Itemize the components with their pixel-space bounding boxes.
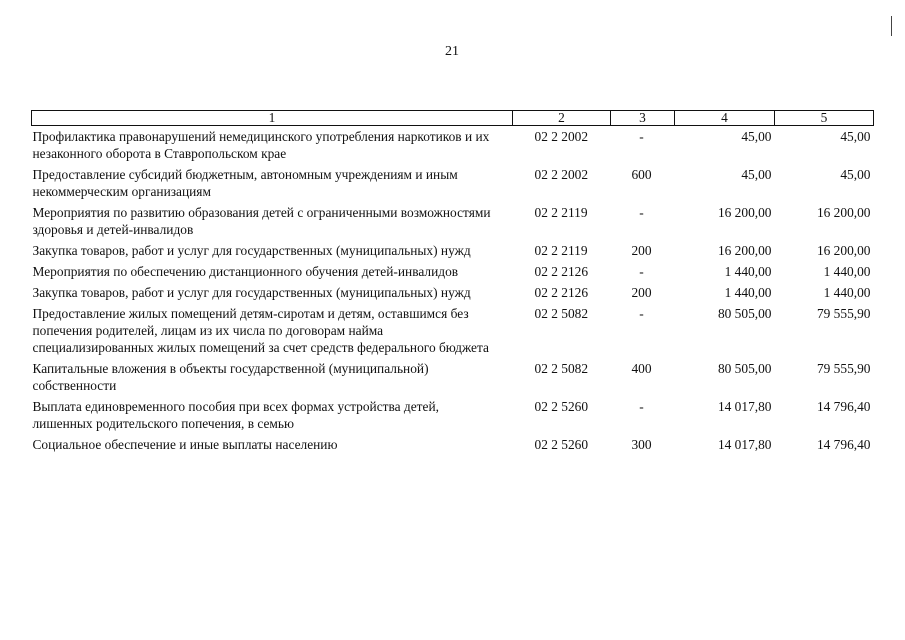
row-sum-1: 45,00 [741, 167, 772, 182]
table-row [32, 396, 874, 434]
column-header-4: 4 [675, 111, 775, 126]
row-name: Мероприятия по обеспечению дистанционного обучения детей-инвалидов [32, 264, 459, 279]
row-name: Предоставление жилых помещений детям-сиротам и детям, оставшимся без попечения родителей, лицам из их числа по договорам найма специализированных жилых помещений за счет средств федерального бюджета [32, 306, 489, 355]
row-code: 02 2 2119 [534, 243, 588, 258]
row-sum-1: 16 200,00 [717, 205, 772, 220]
row-name: Закупка товаров, работ и услуг для государственных (муниципальных) нужд [32, 285, 471, 300]
table-row [32, 164, 874, 202]
row-sum-1: 1 440,00 [724, 264, 772, 279]
row-sum-1: 1 440,00 [724, 285, 772, 300]
row-name: Капитальные вложения в объекты государственной (муниципальной) собственности [32, 361, 429, 393]
row-name: Мероприятия по развитию образования детей с ограниченными возможностями здоровья и детей-инвалидов [32, 205, 491, 237]
table-header-row [32, 111, 874, 126]
row-name: Предоставление субсидий бюджетным, автономным учреждениям и иным некоммерческим организациям [32, 167, 458, 199]
row-sum-2: 1 440,00 [823, 285, 871, 300]
row-name: Выплата единовременного пособия при всех формах устройства детей, лишенных родительского попечения, в семью [32, 399, 439, 431]
row-type: 200 [631, 243, 652, 258]
row-name: Профилактика правонарушений немедицинского употребления наркотиков и их незаконного оборота в Ставропольском крае [32, 129, 490, 161]
table-body [32, 126, 874, 456]
row-code: 02 2 2002 [534, 167, 589, 182]
table-row [32, 240, 874, 261]
row-sum-1: 14 017,80 [717, 437, 772, 452]
column-header-5: 5 [775, 111, 874, 126]
row-name: Закупка товаров, работ и услуг для государственных (муниципальных) нужд [32, 243, 471, 258]
row-type: - [639, 306, 644, 321]
row-type: 200 [631, 285, 652, 300]
row-sum-1: 80 505,00 [717, 361, 772, 376]
row-sum-2: 14 796,40 [816, 437, 871, 452]
page-edge-mark [891, 16, 892, 36]
row-code: 02 2 5260 [534, 437, 589, 452]
row-code: 02 2 5260 [534, 399, 589, 414]
row-code: 02 2 2126 [534, 285, 589, 300]
column-header-2: 2 [513, 111, 611, 126]
budget-table [31, 110, 874, 455]
row-sum-2: 1 440,00 [823, 264, 871, 279]
table-row [32, 126, 874, 165]
row-type: - [639, 205, 644, 220]
row-sum-1: 16 200,00 [717, 243, 772, 258]
row-sum-2: 45,00 [840, 167, 871, 182]
row-sum-1: 80 505,00 [717, 306, 772, 321]
page-number: 21 [445, 44, 459, 59]
table-row [32, 282, 874, 303]
column-header-1: 1 [32, 111, 513, 126]
column-header-3: 3 [611, 111, 675, 126]
row-sum-2: 16 200,00 [816, 243, 871, 258]
table-header [32, 111, 874, 126]
table-row [32, 303, 874, 358]
row-code: 02 2 2126 [534, 264, 589, 279]
row-sum-2: 79 555,90 [816, 306, 871, 321]
row-code: 02 2 2002 [534, 129, 589, 144]
table-row [32, 434, 874, 455]
row-type: - [639, 129, 644, 144]
row-code: 02 2 5082 [534, 306, 589, 321]
table-row [32, 261, 874, 282]
table-row [32, 358, 874, 396]
row-sum-1: 45,00 [741, 129, 772, 144]
row-type: 300 [631, 437, 652, 452]
row-type: - [639, 264, 644, 279]
row-name: Социальное обеспечение и иные выплаты населению [32, 437, 338, 452]
row-sum-1: 14 017,80 [717, 399, 772, 414]
row-type: 400 [631, 361, 652, 376]
row-code: 02 2 5082 [534, 361, 589, 376]
row-sum-2: 14 796,40 [816, 399, 871, 414]
row-type: 600 [631, 167, 652, 182]
row-code: 02 2 2119 [534, 205, 588, 220]
row-sum-2: 45,00 [840, 129, 871, 144]
table-row [32, 202, 874, 240]
row-sum-2: 79 555,90 [816, 361, 871, 376]
row-sum-2: 16 200,00 [816, 205, 871, 220]
row-type: - [639, 399, 644, 414]
